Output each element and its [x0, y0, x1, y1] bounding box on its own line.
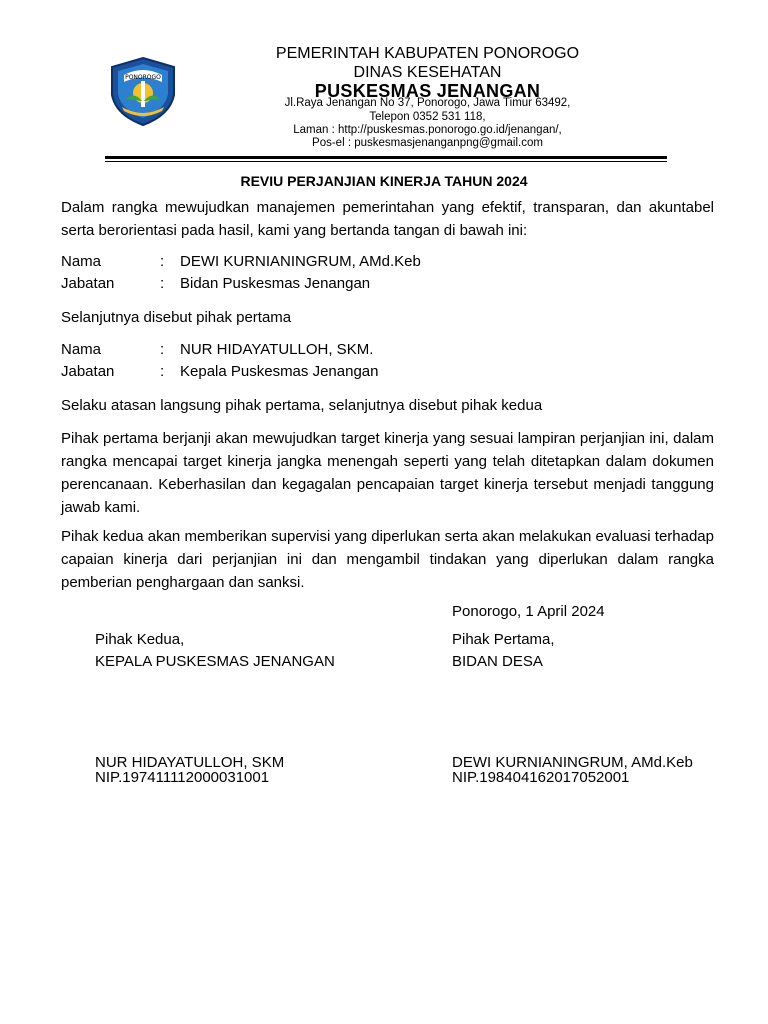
right-signatory-title: BIDAN DESA: [452, 653, 543, 670]
commitment-paragraph: Pihak pertama berjanji akan mewujudkan target kinerja yang sesuai lampiran perjanjian ini, dalam rangka mencapai target kinerja jangka menengah seperti yang telah ditetapkan dalam dokumen perencanaan. Keberhasilan dan kegagalan pencapaian target kinerja tersebut menjadi tanggung jawab kami.: [61, 430, 714, 516]
first-party-position-colon: :: [160, 275, 165, 292]
left-signatory-title: KEPALA PUSKESMAS JENANGAN: [95, 653, 335, 670]
right-signatory-name: DEWI KURNIANINGRUM, AMd.Keb: [452, 754, 693, 771]
second-party-name-label: Nama: [61, 341, 102, 358]
intro-paragraph: Dalam rangka mewujudkan manajemen pemerintahan yang efektif, transparan, dan akuntabel serta berorientasi pada hasil, kami yang bertanda tangan di bawah ini:: [61, 199, 714, 239]
first-party-name-colon: :: [160, 253, 165, 270]
document-title: REVIU PERJANJIAN KINERJA TAHUN 2024: [240, 173, 528, 189]
first-party-name: DEWI KURNIANINGRUM, AMd.Keb: [180, 253, 421, 270]
letterhead-phone: Telepon 0352 531 118,: [369, 111, 486, 123]
ponorogo-regency-logo: [104, 55, 182, 127]
letterhead-government: PEMERINTAH KABUPATEN PONOROGO: [275, 45, 580, 62]
second-party-name-colon: :: [160, 341, 165, 358]
second-party-position-label: Jabatan: [61, 363, 115, 380]
second-party-note: Selaku atasan langsung pihak pertama, selanjutnya disebut pihak kedua: [61, 397, 543, 414]
second-party-name: NUR HIDAYATULLOH, SKM.: [180, 341, 374, 358]
place-date: Ponorogo, 1 April 2024: [452, 603, 605, 620]
letterhead-website: Laman : http://puskesmas.ponorogo.go.id/jenangan/,: [293, 124, 562, 136]
svg-text:PONOROGO: PONOROGO: [125, 74, 161, 81]
letterhead-institution: PUSKESMAS JENANGAN: [314, 81, 541, 101]
first-party-note: Selanjutnya disebut pihak pertama: [61, 309, 292, 326]
letterhead-address: Jl.Raya Jenangan No 37, Ponorogo, Jawa Timur 63492,: [284, 97, 571, 109]
second-party-position-colon: :: [160, 363, 165, 380]
second-party-position: Kepala Puskesmas Jenangan: [180, 363, 379, 380]
letterhead-divider-thin: [105, 161, 667, 162]
left-signatory-name: NUR HIDAYATULLOH, SKM: [95, 754, 285, 771]
letterhead-email: Pos-el : puskesmasjenanganpng@gmail.com: [312, 137, 543, 149]
first-party-name-label: Nama: [61, 253, 102, 270]
supervision-paragraph: Pihak kedua akan memberikan supervisi yang diperlukan serta akan melakukan evaluasi terhadap capaian kinerja dari perjanjian ini dan mengambil tindakan yang diperlukan dalam rangka pemberian penghargaan dan sanksi.: [61, 528, 714, 591]
right-signatory-label: Pihak Pertama,: [452, 631, 555, 648]
right-signatory-nip: NIP.198404162017052001: [452, 769, 630, 786]
left-signatory-label: Pihak Kedua,: [95, 631, 185, 648]
first-party-position-label: Jabatan: [61, 275, 115, 292]
left-signatory-nip: NIP.197411112000031001: [95, 769, 270, 786]
letterhead-department: DINAS KESEHATAN: [353, 64, 502, 81]
first-party-position: Bidan Puskesmas Jenangan: [180, 275, 371, 292]
letterhead-divider-thick: [105, 156, 667, 159]
